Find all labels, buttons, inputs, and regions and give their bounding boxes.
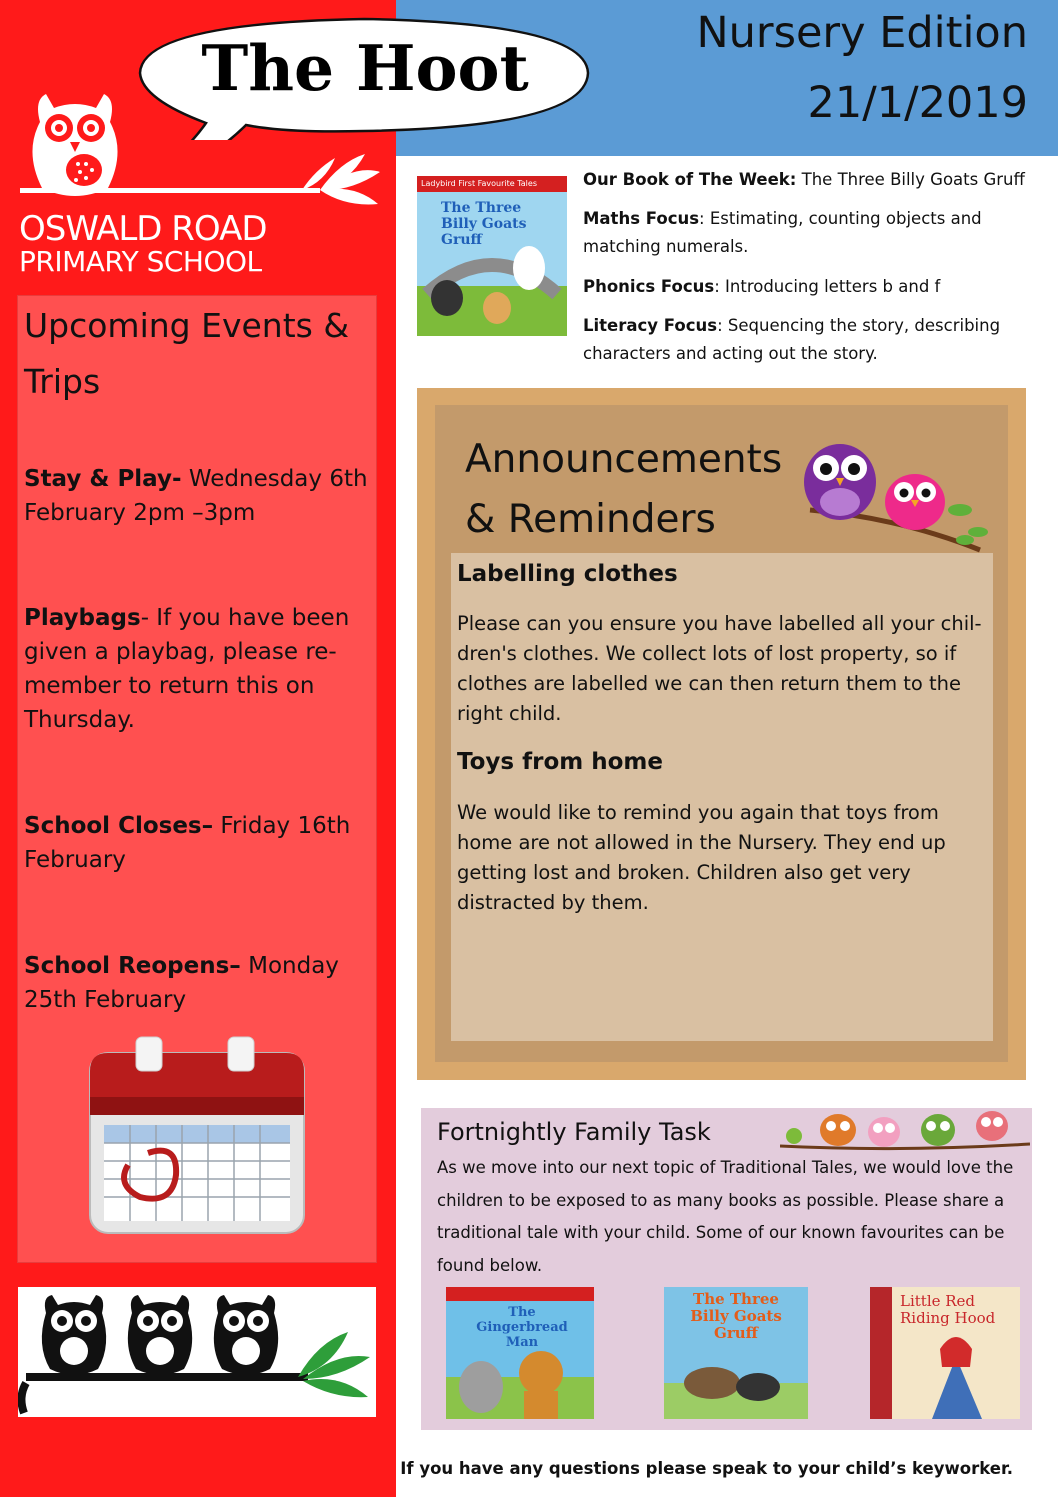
book-title-line: Little Red xyxy=(900,1292,976,1310)
announcement-heading: Labelling clothes xyxy=(457,561,678,587)
newsletter-title: The Hoot xyxy=(201,31,529,105)
family-task-text: As we move into our next topic of Traditional Tales, we would love the children to be exposed to as many books as possible. Please share a traditional tale with your child. Some of our known favourites can be found below. xyxy=(437,1158,1014,1275)
book-publisher: Ladybird First Favourite Tales xyxy=(421,179,537,188)
owls-on-branch-icon xyxy=(800,440,995,560)
events-title: Upcoming Events & Trips xyxy=(24,306,350,401)
focus-text: : Estimating, counting objects and matching numerals. xyxy=(583,209,982,256)
school-name-line1: OSWALD ROAD xyxy=(19,209,267,249)
footer-note: If you have any questions please speak to your child’s keyworker. xyxy=(400,1459,1013,1478)
book-title-line: Man xyxy=(505,1335,539,1350)
event-item xyxy=(24,601,369,737)
focus-item xyxy=(583,166,1043,194)
event-text: Monday 25th February xyxy=(24,953,339,1013)
announcements-subtitle: & Reminders xyxy=(465,497,716,542)
focus-text: : Introducing letters b and f xyxy=(714,277,941,296)
family-task-title: Fortnightly Family Task xyxy=(437,1118,711,1146)
book-cover-billy-goats xyxy=(664,1287,808,1419)
book-of-week-cover xyxy=(417,176,567,336)
calendar-icon xyxy=(88,1035,306,1235)
event-text: Friday 16th February xyxy=(24,813,351,873)
focus-label: Literacy Focus xyxy=(583,316,718,335)
edition-date: 21/1/2019 xyxy=(807,78,1028,128)
book-title-line: Gruff xyxy=(714,1324,758,1342)
book-cover-gingerbread xyxy=(446,1287,594,1419)
focus-item xyxy=(583,273,1043,301)
focus-label: Phonics Focus xyxy=(583,277,715,296)
focus-text: : Sequencing the story, describing characters and acting out the story. xyxy=(583,316,1001,363)
focus-label: Maths Focus xyxy=(583,209,700,228)
book-cover-red-riding-hood xyxy=(870,1287,1020,1419)
focus-text: The Three Billy Goats Gruff xyxy=(796,170,1025,189)
focus-item xyxy=(583,312,1003,368)
event-heading: Playbags xyxy=(24,605,141,631)
announcement-heading: Toys from home xyxy=(457,749,663,775)
owls-on-branch-icon xyxy=(18,1287,376,1417)
book-title-line: The Three xyxy=(693,1290,779,1308)
event-heading: School Closes– xyxy=(24,813,214,839)
event-text: Wednesday 6th February 2pm –3pm xyxy=(24,466,368,526)
edition-label: Nursery Edition xyxy=(696,8,1028,58)
announcement-body: We would like to remind you again that toys from home are not allowed in the Nursery. They end up getting lost and broken. Children also get very distracted by them. xyxy=(457,801,946,914)
focus-item xyxy=(583,205,1043,261)
school-name-line2: PRIMARY SCHOOL xyxy=(19,245,262,278)
event-item xyxy=(24,949,369,1017)
event-heading: School Reopens– xyxy=(24,953,241,979)
book-title-line: Billy Goats xyxy=(690,1307,782,1325)
event-item xyxy=(24,462,369,530)
focus-label: Our Book of The Week: xyxy=(583,170,797,189)
event-item xyxy=(24,809,369,877)
owl-strip xyxy=(18,1287,376,1417)
owl-row-icon xyxy=(780,1108,1030,1156)
book-cover-title: The Three Billy Goats Gruff xyxy=(441,200,527,248)
book-title-line: Gingerbread xyxy=(476,1320,568,1335)
book-title-line: The xyxy=(508,1305,536,1320)
announcement-body: Please can you ensure you have labelled all your chil-dren's clothes. We collect lots of lost property, so if clothes are labelled we can then return them to the right child. xyxy=(457,612,982,725)
event-heading: Stay & Play- xyxy=(24,466,182,492)
announcements-title: Announcements xyxy=(465,437,783,482)
event-text: - If you have been given a playbag, please re-member to return this on Thursday. xyxy=(24,605,350,733)
book-title-line: Riding Hood xyxy=(900,1309,996,1327)
